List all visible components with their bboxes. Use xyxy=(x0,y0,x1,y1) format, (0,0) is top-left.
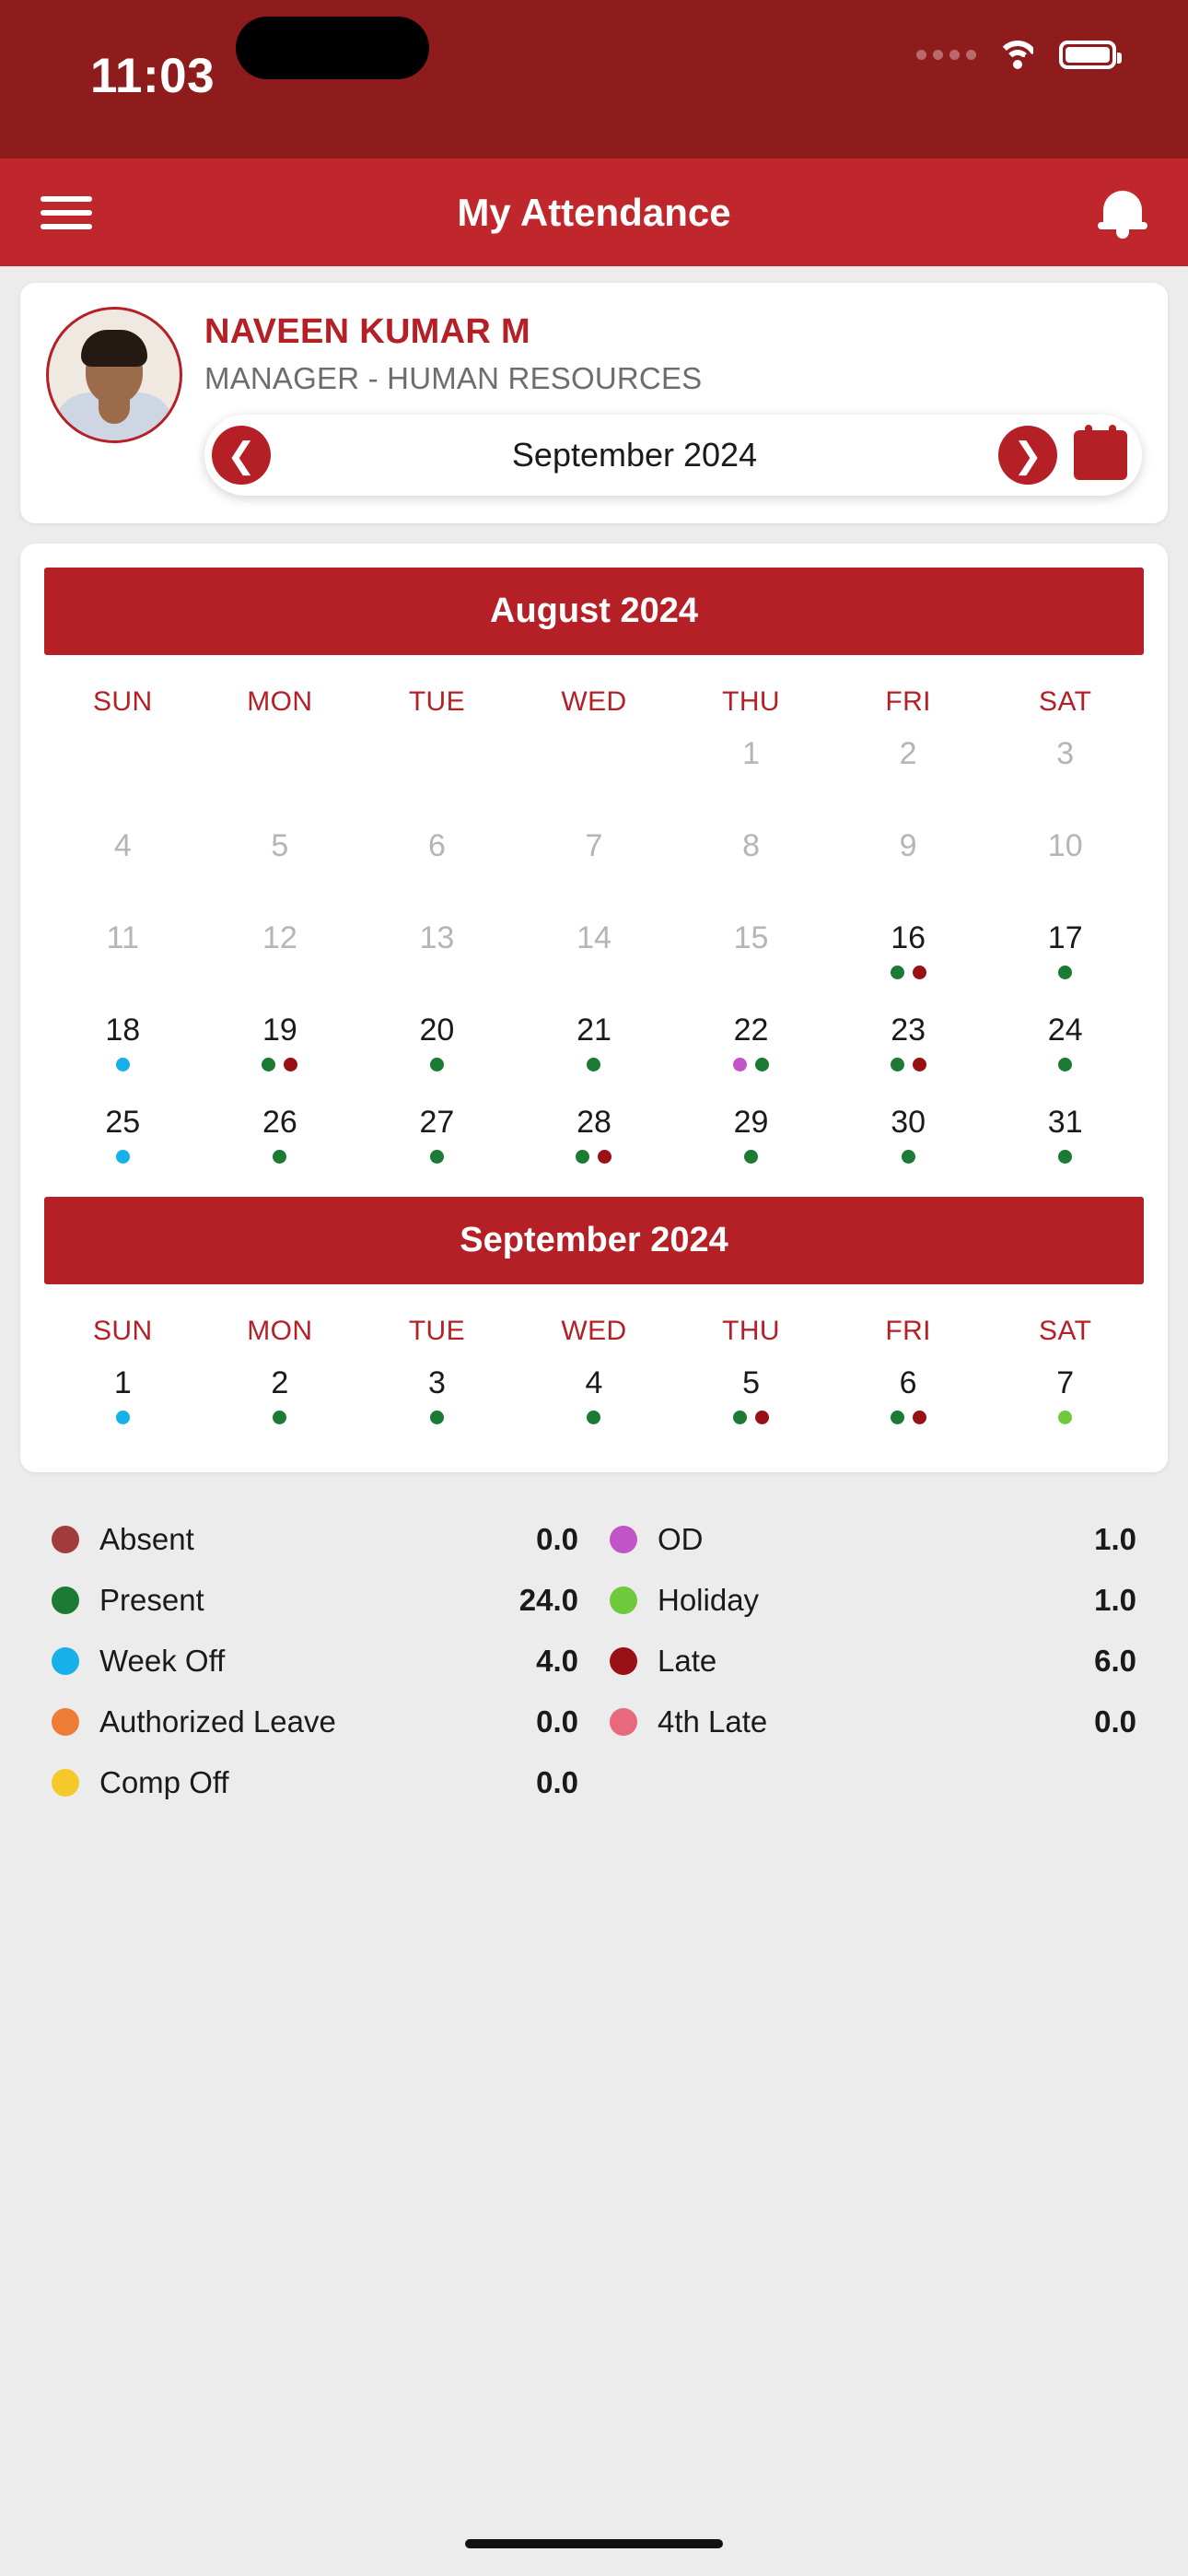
attendance-legend xyxy=(20,1493,1168,1841)
weekday-label: THU xyxy=(722,686,780,717)
calendar-day-number: 2 xyxy=(271,1365,289,1400)
status-dots xyxy=(672,1150,830,1164)
legend-item xyxy=(610,1692,1136,1752)
calendar-day-number: 25 xyxy=(105,1105,141,1140)
calendar-day-cell[interactable] xyxy=(830,907,987,1000)
legend-label: Week Off xyxy=(99,1644,226,1678)
calendar-day-cell[interactable] xyxy=(516,1352,673,1445)
weekday-label: SUN xyxy=(93,1316,153,1346)
status-dot xyxy=(744,1150,758,1164)
status-dot xyxy=(755,1058,769,1071)
weekday-label: WED xyxy=(561,686,627,717)
calendar-card xyxy=(20,544,1168,1472)
calendar-day-number: 31 xyxy=(1047,1105,1083,1140)
calendar-day-cell[interactable] xyxy=(358,1092,516,1184)
calendar-day-number: 23 xyxy=(891,1013,926,1048)
status-dot xyxy=(273,1150,286,1164)
employee-name: NAVEEN KUMAR M xyxy=(204,312,530,351)
calendar-day-number: 4 xyxy=(113,828,132,863)
app-bar xyxy=(0,158,1188,266)
calendar-day-cell[interactable] xyxy=(830,1092,987,1184)
calendar-icon[interactable] xyxy=(1074,430,1127,480)
calendar-day-cell[interactable] xyxy=(202,815,359,907)
calendar-day-number: 7 xyxy=(585,828,603,863)
legend-item xyxy=(52,1692,578,1752)
page-title: My Attendance xyxy=(457,190,731,234)
dynamic-island xyxy=(236,17,429,79)
status-dots xyxy=(672,1411,830,1424)
legend-color-swatch xyxy=(610,1708,637,1736)
calendar-day-cell[interactable] xyxy=(202,1000,359,1092)
legend-label: 4th Late xyxy=(658,1704,768,1739)
status-dot xyxy=(1058,1150,1072,1164)
calendar-day-cell[interactable] xyxy=(202,1352,359,1445)
status-dots xyxy=(830,966,987,979)
calendar-day-number: 26 xyxy=(262,1105,297,1140)
weekday-label: WED xyxy=(561,1316,627,1346)
legend-label: Late xyxy=(658,1644,717,1678)
calendar-day-cell[interactable] xyxy=(516,907,673,1000)
status-dots xyxy=(202,1411,359,1424)
calendar-day-number: 18 xyxy=(105,1013,141,1048)
legend-color-swatch xyxy=(610,1587,637,1614)
status-dot xyxy=(116,1150,130,1164)
bell-icon[interactable] xyxy=(1098,187,1147,239)
calendar-day-cell[interactable] xyxy=(516,815,673,907)
weekday-label: MON xyxy=(247,1316,313,1346)
calendar-day-number: 5 xyxy=(742,1365,761,1400)
selected-month-label: September 2024 xyxy=(511,436,758,474)
home-indicator xyxy=(0,2512,1188,2576)
legend-color-swatch xyxy=(52,1769,79,1797)
status-dot xyxy=(891,1058,904,1071)
status-dots xyxy=(358,1411,516,1424)
calendar-day-cell[interactable] xyxy=(830,1000,987,1092)
month-selector xyxy=(204,415,1142,496)
legend-color-swatch xyxy=(52,1708,79,1736)
legend-color-swatch xyxy=(610,1526,637,1553)
status-dot xyxy=(262,1058,275,1071)
status-dot xyxy=(733,1411,747,1424)
calendar-day-cell[interactable] xyxy=(672,723,830,815)
weekday-label: SAT xyxy=(1039,686,1092,717)
chevron-right-icon[interactable]: ❯ xyxy=(998,426,1057,485)
calendar-day-number: 28 xyxy=(577,1105,611,1140)
calendar-day-cell[interactable] xyxy=(672,1092,830,1184)
calendar-day-cell[interactable] xyxy=(986,723,1144,815)
status-dots xyxy=(986,1058,1144,1071)
legend-value: 0.0 xyxy=(536,1704,578,1739)
legend-item xyxy=(52,1631,578,1692)
status-dots xyxy=(44,1058,202,1071)
month-header: August 2024 xyxy=(44,568,1144,655)
calendar-day-cell[interactable] xyxy=(44,815,202,907)
legend-color-swatch xyxy=(52,1526,79,1553)
status-dot xyxy=(587,1058,600,1071)
calendar-day-cell[interactable] xyxy=(358,815,516,907)
avatar xyxy=(46,307,182,443)
status-dot xyxy=(576,1150,589,1164)
calendar-day-cell[interactable] xyxy=(986,1092,1144,1184)
calendar-day-number: 5 xyxy=(271,828,289,863)
wifi-icon xyxy=(996,39,1039,70)
calendar-day-cell[interactable] xyxy=(672,815,830,907)
legend-label: Comp Off xyxy=(99,1765,229,1799)
legend-value: 0.0 xyxy=(536,1765,578,1799)
calendar-day-number: 19 xyxy=(262,1013,297,1048)
weekday-label: SAT xyxy=(1039,1316,1092,1346)
calendar-grid xyxy=(44,723,1144,1184)
calendar-day-number: 16 xyxy=(891,920,926,955)
status-dot xyxy=(913,1411,926,1424)
status-time: 11:03 xyxy=(90,49,215,103)
legend-value: 1.0 xyxy=(1094,1522,1136,1556)
calendar-day-cell[interactable] xyxy=(672,907,830,1000)
legend-value: 0.0 xyxy=(536,1522,578,1556)
calendar-months xyxy=(44,568,1144,1445)
status-dots xyxy=(202,1058,359,1071)
weekday-label: THU xyxy=(722,1316,780,1346)
legend-label: OD xyxy=(658,1522,704,1556)
calendar-day-number: 24 xyxy=(1047,1013,1083,1048)
calendar-day-cell[interactable] xyxy=(830,723,987,815)
status-dots xyxy=(358,1058,516,1071)
calendar-day-cell[interactable] xyxy=(44,1000,202,1092)
calendar-day-cell xyxy=(202,723,359,815)
status-dots xyxy=(986,966,1144,979)
calendar-day-number: 15 xyxy=(733,920,769,955)
status-dots xyxy=(516,1411,673,1424)
legend-item xyxy=(610,1570,1136,1631)
calendar-day-number: 30 xyxy=(891,1105,926,1140)
calendar-day-number: 1 xyxy=(113,1365,132,1400)
calendar-day-cell[interactable] xyxy=(986,907,1144,1000)
status-dot xyxy=(891,966,904,979)
calendar-day-cell[interactable] xyxy=(358,1000,516,1092)
status-dots xyxy=(358,1150,516,1164)
legend-value: 24.0 xyxy=(518,1583,578,1617)
calendar-day-number: 14 xyxy=(577,920,611,955)
status-dots xyxy=(830,1150,987,1164)
calendar-day-number: 17 xyxy=(1047,920,1083,955)
calendar-day-number: 3 xyxy=(427,1365,446,1400)
calendar-day-cell[interactable] xyxy=(202,907,359,1000)
status-dots xyxy=(516,1058,673,1071)
battery-icon xyxy=(1059,41,1116,69)
status-dot xyxy=(430,1411,444,1424)
status-dot xyxy=(284,1058,297,1071)
legend-value: 0.0 xyxy=(1094,1704,1136,1739)
legend-color-swatch xyxy=(52,1587,79,1614)
legend-color-swatch xyxy=(52,1647,79,1675)
employee-role: MANAGER - HUMAN RESOURCES xyxy=(204,361,703,395)
calendar-day-number: 6 xyxy=(427,828,446,863)
calendar-day-number: 21 xyxy=(577,1013,611,1048)
status-dots xyxy=(830,1058,987,1071)
weekday-label: TUE xyxy=(408,1316,466,1346)
status-dots xyxy=(986,1150,1144,1164)
calendar-day-cell[interactable] xyxy=(358,907,516,1000)
status-dots xyxy=(202,1150,359,1164)
calendar-day-number: 9 xyxy=(899,828,917,863)
legend-item xyxy=(610,1631,1136,1692)
legend-item xyxy=(52,1509,578,1570)
status-indicators xyxy=(916,39,1116,70)
status-dot xyxy=(755,1411,769,1424)
legend-label: Authorized Leave xyxy=(99,1704,336,1739)
weekday-label: MON xyxy=(247,686,313,717)
profile-card xyxy=(20,283,1168,523)
calendar-day-number: 13 xyxy=(419,920,455,955)
legend-color-swatch xyxy=(610,1647,637,1675)
weekday-header-row xyxy=(44,1284,1144,1352)
legend-item xyxy=(52,1570,578,1631)
signal-dots-icon xyxy=(916,50,976,60)
calendar-day-cell[interactable] xyxy=(986,1000,1144,1092)
status-dots xyxy=(516,1150,673,1164)
status-dot xyxy=(913,1058,926,1071)
status-bar xyxy=(0,0,1188,158)
status-dots xyxy=(830,1411,987,1424)
calendar-day-number: 10 xyxy=(1047,828,1083,863)
calendar-day-cell[interactable] xyxy=(516,1092,673,1184)
status-dots xyxy=(672,1058,830,1071)
calendar-day-cell[interactable] xyxy=(986,1352,1144,1445)
calendar-day-number: 22 xyxy=(733,1013,769,1048)
calendar-day-cell[interactable] xyxy=(830,815,987,907)
calendar-day-number: 8 xyxy=(742,828,761,863)
status-dots xyxy=(44,1150,202,1164)
legend-label: Present xyxy=(99,1583,204,1617)
legend-label: Holiday xyxy=(658,1583,760,1617)
status-dot xyxy=(116,1058,130,1071)
calendar-day-cell[interactable] xyxy=(672,1352,830,1445)
calendar-day-number: 4 xyxy=(585,1365,603,1400)
weekday-label: FRI xyxy=(885,686,931,717)
calendar-day-number: 12 xyxy=(262,920,297,955)
month-header: September 2024 xyxy=(44,1197,1144,1284)
status-dot xyxy=(1058,1411,1072,1424)
status-dot xyxy=(273,1411,286,1424)
calendar-day-cell[interactable] xyxy=(516,1000,673,1092)
calendar-day-cell[interactable] xyxy=(202,1092,359,1184)
status-dot xyxy=(1058,1058,1072,1071)
status-dot xyxy=(598,1150,611,1164)
status-dot xyxy=(1058,966,1072,979)
calendar-day-number: 2 xyxy=(899,736,917,771)
weekday-header-row xyxy=(44,655,1144,723)
status-dot xyxy=(430,1150,444,1164)
status-dot xyxy=(913,966,926,979)
calendar-day-cell[interactable] xyxy=(830,1352,987,1445)
legend-value: 4.0 xyxy=(536,1644,578,1678)
calendar-grid xyxy=(44,1352,1144,1445)
calendar-day-number: 29 xyxy=(733,1105,769,1140)
status-dot xyxy=(902,1150,915,1164)
legend-item xyxy=(52,1752,578,1813)
weekday-label: TUE xyxy=(408,686,466,717)
calendar-day-cell[interactable] xyxy=(44,1352,202,1445)
calendar-day-cell[interactable] xyxy=(44,1092,202,1184)
calendar-day-number: 27 xyxy=(419,1105,455,1140)
calendar-day-number: 1 xyxy=(742,736,761,771)
legend-value: 6.0 xyxy=(1094,1644,1136,1678)
calendar-day-number: 11 xyxy=(106,920,139,955)
status-dot xyxy=(733,1058,747,1071)
scroll-content xyxy=(0,266,1188,2512)
chevron-left-icon[interactable]: ❮ xyxy=(212,426,271,485)
calendar-day-cell xyxy=(44,723,202,815)
status-dot xyxy=(587,1411,600,1424)
calendar-day-cell xyxy=(516,723,673,815)
status-dot xyxy=(116,1411,130,1424)
calendar-day-cell[interactable] xyxy=(672,1000,830,1092)
calendar-day-cell xyxy=(358,723,516,815)
status-dot xyxy=(430,1058,444,1071)
calendar-day-number: 7 xyxy=(1056,1365,1075,1400)
calendar-day-cell[interactable] xyxy=(358,1352,516,1445)
legend-label: Absent xyxy=(99,1522,194,1556)
status-dots xyxy=(44,1411,202,1424)
status-dot xyxy=(891,1411,904,1424)
calendar-day-cell[interactable] xyxy=(986,815,1144,907)
weekday-label: SUN xyxy=(93,686,153,717)
legend-value: 1.0 xyxy=(1094,1583,1136,1617)
legend-item xyxy=(610,1509,1136,1570)
weekday-label: FRI xyxy=(885,1316,931,1346)
calendar-day-number: 6 xyxy=(899,1365,917,1400)
calendar-day-cell[interactable] xyxy=(44,907,202,1000)
hamburger-menu-icon[interactable] xyxy=(41,188,92,238)
calendar-day-number: 3 xyxy=(1056,736,1075,771)
status-dots xyxy=(986,1411,1144,1424)
calendar-day-number: 20 xyxy=(419,1013,455,1048)
